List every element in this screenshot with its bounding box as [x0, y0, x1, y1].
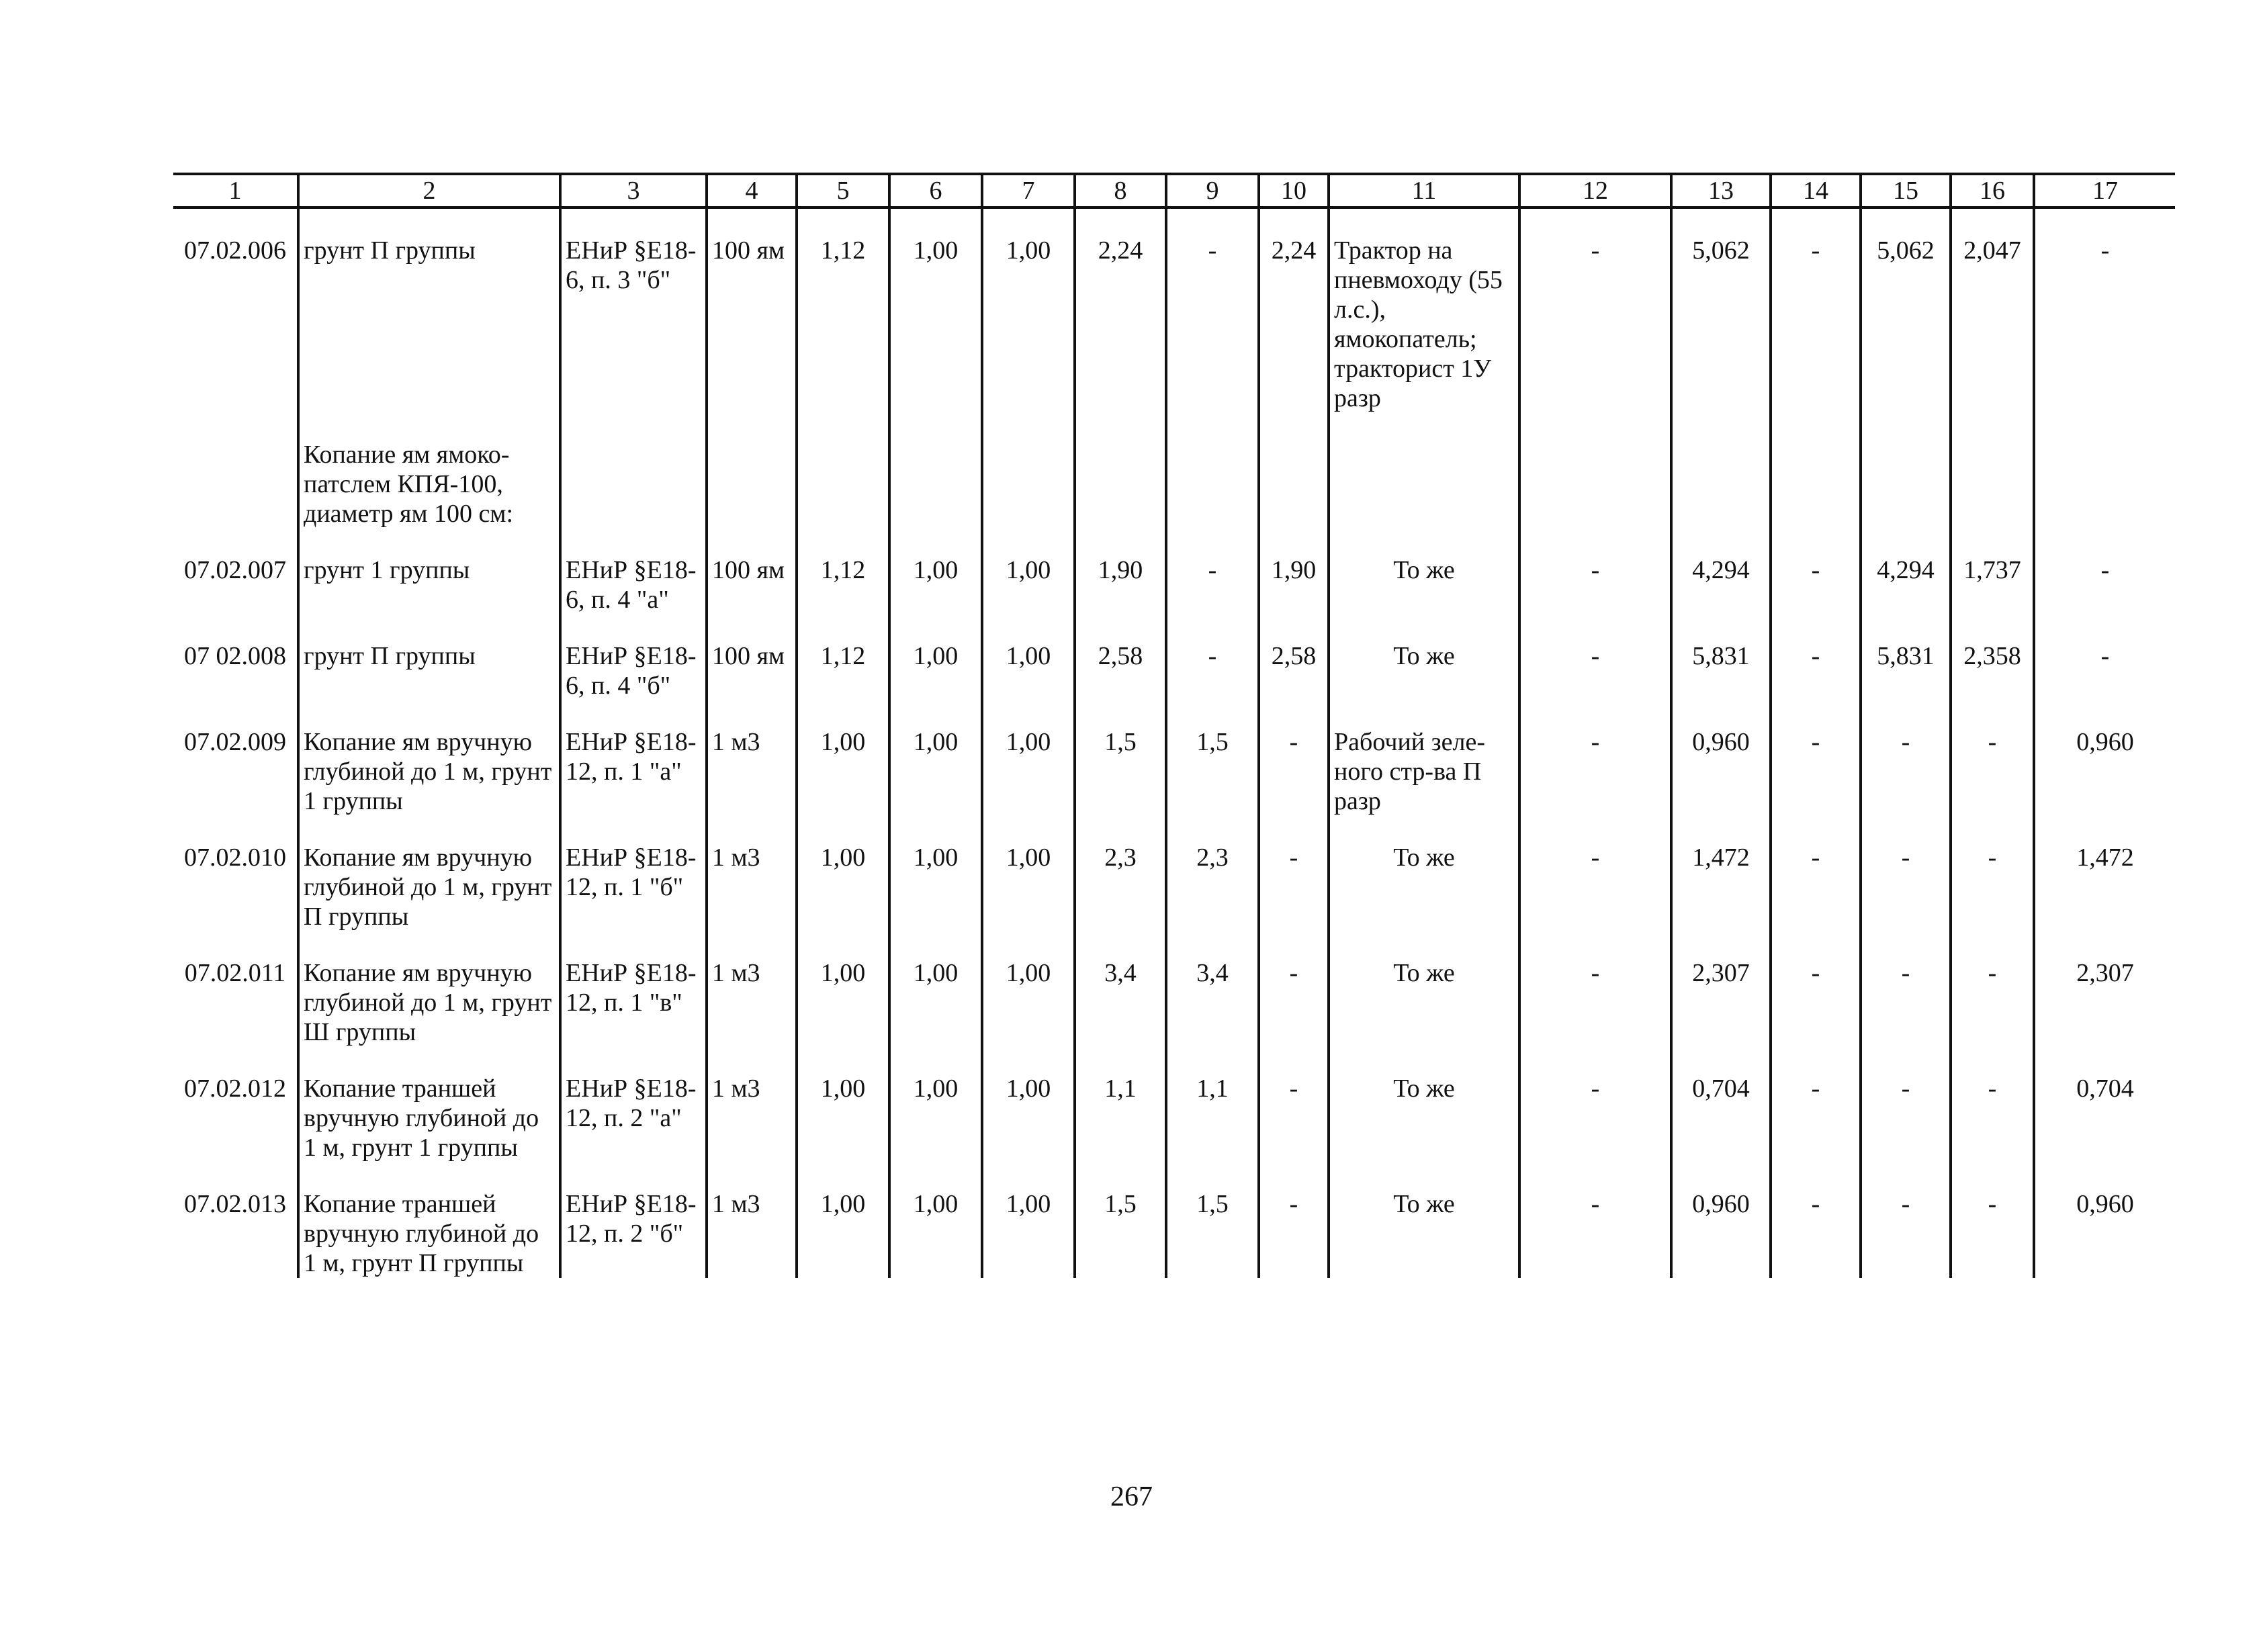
cell-code: 07.02.011: [184, 959, 286, 987]
column-header-13: 13: [1671, 174, 1771, 208]
cell-resources: Трактор на пневмоходу (55 л.с.), ямокопатель; тракторист 1У разр: [1329, 208, 1519, 413]
cell-c6: 1,00: [889, 700, 982, 816]
cell-c8: 1,5: [1075, 1162, 1166, 1278]
cell-c5: 1,00: [797, 1047, 889, 1162]
cell-unit: 100 ям: [707, 614, 797, 700]
cell-c16: -: [1951, 1162, 2034, 1278]
cell-c6: 1,00: [889, 614, 982, 700]
cell-c15: 5,831: [1861, 614, 1951, 700]
cell-c9: 1,1: [1166, 1047, 1259, 1162]
cell-c13: 5,062: [1671, 208, 1771, 413]
cell-unit: 1 м3: [707, 700, 797, 816]
cell-resources: То же: [1329, 1047, 1519, 1162]
cell-c15: 5,062: [1861, 208, 1951, 413]
cell-unit: 100 ям: [707, 208, 797, 413]
cell-name: грунт П группы: [298, 208, 560, 413]
cell-c15: 4,294: [1861, 529, 1951, 614]
cell-c12: -: [1519, 931, 1671, 1047]
cell-ref: ЕНиР §Е18-12, п. 1 "б": [560, 816, 707, 931]
cell-c15: -: [1861, 700, 1951, 816]
cell-c14: -: [1771, 931, 1861, 1047]
cell-c10: -: [1259, 931, 1329, 1047]
column-header-6: 6: [889, 174, 982, 208]
cell-c16: 2,358: [1951, 614, 2034, 700]
cell-c6: 1,00: [889, 208, 982, 413]
cell-c10: -: [1259, 816, 1329, 931]
empty-cell: [1329, 413, 1519, 529]
column-header-5: 5: [797, 174, 889, 208]
cell-c16: -: [1951, 700, 2034, 816]
cell-resources: То же: [1329, 1162, 1519, 1278]
cell-code: 07.02.010: [184, 843, 286, 872]
norms-table: [173, 173, 2175, 1278]
section-heading-row: [173, 413, 2175, 529]
cell-c5: 1,12: [797, 614, 889, 700]
cell-c15: -: [1861, 1047, 1951, 1162]
cell-ref: ЕНиР §Е18-12, п. 2 "а": [560, 1047, 707, 1162]
cell-code: 07.02.006: [184, 236, 286, 265]
cell-c10: 2,58: [1259, 614, 1329, 700]
empty-cell: [1519, 413, 1671, 529]
cell-resources: То же: [1329, 931, 1519, 1047]
cell-resources: То же: [1329, 614, 1519, 700]
cell-resources: Рабочий зеле-ного стр-ва П разр: [1329, 700, 1519, 816]
cell-c6: 1,00: [889, 1162, 982, 1278]
cell-c7: 1,00: [982, 816, 1075, 931]
cell-c7: 1,00: [982, 1162, 1075, 1278]
table-row: [173, 614, 2175, 700]
cell-c14: -: [1771, 614, 1861, 700]
cell-c9: 2,3: [1166, 816, 1259, 931]
cell-c16: -: [1951, 931, 2034, 1047]
table-row: [173, 816, 2175, 931]
column-header-12: 12: [1519, 174, 1671, 208]
cell-c17: 2,307: [2034, 931, 2175, 1047]
cell-c6: 1,00: [889, 1047, 982, 1162]
cell-c9: 1,5: [1166, 1162, 1259, 1278]
cell-name: Копание ям вручную глубиной до 1 м, грунт П группы: [298, 816, 560, 931]
column-header-10: 10: [1259, 174, 1329, 208]
empty-cell: [1771, 413, 1861, 529]
cell-c7: 1,00: [982, 931, 1075, 1047]
cell-code: 07.02.013: [184, 1190, 286, 1218]
cell-c17: -: [2034, 529, 2175, 614]
cell-c17: 0,960: [2034, 1162, 2175, 1278]
cell-c10: 2,24: [1259, 208, 1329, 413]
cell-c16: -: [1951, 1047, 2034, 1162]
cell-c14: -: [1771, 208, 1861, 413]
table-row: [173, 208, 2175, 413]
column-header-4: 4: [707, 174, 797, 208]
table-row: [173, 700, 2175, 816]
cell-name: Копание ям вручную глубиной до 1 м, грунт 1 группы: [298, 700, 560, 816]
column-header-11: 11: [1329, 174, 1519, 208]
cell-c5: 1,00: [797, 816, 889, 931]
column-number-header: [173, 174, 2175, 208]
page-number: 267: [1110, 1481, 1153, 1512]
cell-c13: 0,960: [1671, 700, 1771, 816]
cell-c14: -: [1771, 1047, 1861, 1162]
cell-c7: 1,00: [982, 1047, 1075, 1162]
cell-name: Копание траншей вручную глубиной до 1 м, грунт 1 группы: [298, 1047, 560, 1162]
cell-c15: -: [1861, 816, 1951, 931]
cell-c15: -: [1861, 1162, 1951, 1278]
cell-c9: 3,4: [1166, 931, 1259, 1047]
cell-code: 07.02.007: [184, 556, 286, 584]
empty-cell: [173, 413, 298, 529]
cell-c13: 0,960: [1671, 1162, 1771, 1278]
cell-name: Копание ям вручную глубиной до 1 м, грунт Ш группы: [298, 931, 560, 1047]
cell-c16: 2,047: [1951, 208, 2034, 413]
cell-code: 07.02.009: [184, 728, 286, 756]
column-header-3: 3: [560, 174, 707, 208]
cell-name: грунт П группы: [298, 614, 560, 700]
cell-c8: 2,24: [1075, 208, 1166, 413]
cell-c8: 2,58: [1075, 614, 1166, 700]
column-header-8: 8: [1075, 174, 1166, 208]
cell-c6: 1,00: [889, 816, 982, 931]
cell-c17: 1,472: [2034, 816, 2175, 931]
cell-c12: -: [1519, 529, 1671, 614]
cell-unit: 1 м3: [707, 1162, 797, 1278]
cell-c17: 0,960: [2034, 700, 2175, 816]
table-row: [173, 931, 2175, 1047]
cell-c8: 1,90: [1075, 529, 1166, 614]
cell-c5: 1,00: [797, 700, 889, 816]
cell-c12: -: [1519, 614, 1671, 700]
table-body: [173, 208, 2175, 1278]
cell-c8: 1,5: [1075, 700, 1166, 816]
cell-unit: 1 м3: [707, 1047, 797, 1162]
table-row: [173, 1162, 2175, 1278]
cell-c12: -: [1519, 208, 1671, 413]
cell-c9: -: [1166, 208, 1259, 413]
cell-c9: -: [1166, 529, 1259, 614]
cell-c12: -: [1519, 816, 1671, 931]
cell-c9: 1,5: [1166, 700, 1259, 816]
cell-ref: ЕНиР §Е18-6, п. 4 "а": [560, 529, 707, 614]
cell-c6: 1,00: [889, 529, 982, 614]
cell-c8: 2,3: [1075, 816, 1166, 931]
cell-c10: 1,90: [1259, 529, 1329, 614]
cell-ref: ЕНиР §Е18-12, п. 1 "а": [560, 700, 707, 816]
cell-c13: 2,307: [1671, 931, 1771, 1047]
cell-c17: -: [2034, 614, 2175, 700]
empty-cell: [889, 413, 982, 529]
cell-ref: ЕНиР §Е18-6, п. 4 "б": [560, 614, 707, 700]
cell-unit: 1 м3: [707, 931, 797, 1047]
cell-code: 07.02.012: [184, 1074, 286, 1103]
empty-cell: [982, 413, 1075, 529]
cell-c16: 1,737: [1951, 529, 2034, 614]
cell-c5: 1,12: [797, 529, 889, 614]
cell-ref: ЕНиР §Е18-6, п. 3 "б": [560, 208, 707, 413]
cell-code: 07 02.008: [184, 642, 286, 670]
cell-c12: -: [1519, 1162, 1671, 1278]
empty-cell: [1861, 413, 1951, 529]
column-header-17: 17: [2034, 174, 2175, 208]
column-header-1: 1: [173, 174, 298, 208]
section-heading: Копание ям ямоко-патслем КПЯ-100, диаметр ям 100 см:: [298, 413, 560, 529]
cell-resources: То же: [1329, 816, 1519, 931]
cell-c5: 1,12: [797, 208, 889, 413]
table-row: [173, 529, 2175, 614]
table-row: [173, 1047, 2175, 1162]
cell-c13: 0,704: [1671, 1047, 1771, 1162]
cell-name: Копание траншей вручную глубиной до 1 м, грунт П группы: [298, 1162, 560, 1278]
column-header-14: 14: [1771, 174, 1861, 208]
cell-ref: ЕНиР §Е18-12, п. 1 "в": [560, 931, 707, 1047]
cell-c14: -: [1771, 529, 1861, 614]
column-header-2: 2: [298, 174, 560, 208]
cell-c14: -: [1771, 700, 1861, 816]
empty-cell: [2034, 413, 2175, 529]
cell-c6: 1,00: [889, 931, 982, 1047]
cell-c10: -: [1259, 1047, 1329, 1162]
cell-c17: 0,704: [2034, 1047, 2175, 1162]
column-header-7: 7: [982, 174, 1075, 208]
cell-c17: -: [2034, 208, 2175, 413]
empty-cell: [1951, 413, 2034, 529]
empty-cell: [1259, 413, 1329, 529]
cell-resources: То же: [1329, 529, 1519, 614]
cell-name: грунт 1 группы: [298, 529, 560, 614]
cell-c12: -: [1519, 1047, 1671, 1162]
cell-c5: 1,00: [797, 1162, 889, 1278]
cell-c7: 1,00: [982, 700, 1075, 816]
empty-cell: [797, 413, 889, 529]
cell-c8: 3,4: [1075, 931, 1166, 1047]
cell-c13: 5,831: [1671, 614, 1771, 700]
cell-c7: 1,00: [982, 614, 1075, 700]
cell-c12: -: [1519, 700, 1671, 816]
column-header-9: 9: [1166, 174, 1259, 208]
cell-c10: -: [1259, 1162, 1329, 1278]
cell-c10: -: [1259, 700, 1329, 816]
cell-c7: 1,00: [982, 529, 1075, 614]
cell-c5: 1,00: [797, 931, 889, 1047]
cell-c16: -: [1951, 816, 2034, 931]
empty-cell: [560, 413, 707, 529]
cell-c14: -: [1771, 1162, 1861, 1278]
cell-unit: 1 м3: [707, 816, 797, 931]
column-header-16: 16: [1951, 174, 2034, 208]
empty-cell: [1075, 413, 1166, 529]
empty-cell: [707, 413, 797, 529]
cell-c15: -: [1861, 931, 1951, 1047]
empty-cell: [1671, 413, 1771, 529]
cell-c7: 1,00: [982, 208, 1075, 413]
cell-c8: 1,1: [1075, 1047, 1166, 1162]
cell-c13: 4,294: [1671, 529, 1771, 614]
cell-c13: 1,472: [1671, 816, 1771, 931]
cell-unit: 100 ям: [707, 529, 797, 614]
column-header-15: 15: [1861, 174, 1951, 208]
cell-ref: ЕНиР §Е18-12, п. 2 "б": [560, 1162, 707, 1278]
empty-cell: [1166, 413, 1259, 529]
cell-c9: -: [1166, 614, 1259, 700]
cell-c14: -: [1771, 816, 1861, 931]
